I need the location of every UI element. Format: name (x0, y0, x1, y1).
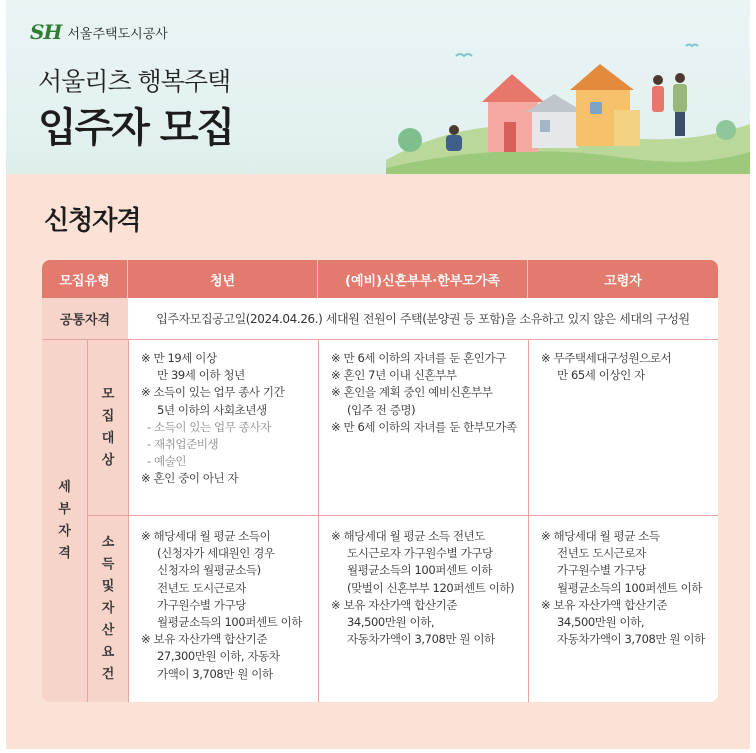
header-type: 모집유형 (42, 260, 128, 298)
text-line: 월평균소득의 100퍼센트 이하 (557, 580, 703, 595)
detail-qualification (42, 340, 718, 702)
income-elderly-cell (528, 516, 718, 702)
sub-title: 서울리츠 행복주택 (38, 67, 231, 96)
text-line: 전년도 도시근로자 (157, 580, 246, 595)
header-elderly: 고령자 (604, 273, 642, 289)
text-line: 신청자의 월평균소득) (157, 563, 261, 578)
text-line: 자동차가액이 3,708만 원 이하 (347, 632, 495, 647)
text-line: ※ 소득이 있는 업무 종사 기간 (141, 385, 285, 400)
main-title: 입주자 모집 (38, 105, 234, 151)
target-youth-cell (128, 340, 318, 516)
person-man-legs (675, 112, 685, 136)
sh-logo-text: 서울주택도시공사 (67, 26, 168, 42)
header-banner (6, 0, 750, 174)
text-line: 34,500만원 이하, (557, 615, 645, 630)
text-line: (입주 전 증명) (347, 402, 416, 417)
text-line: ※ 혼인 7년 이내 신혼부부 (331, 368, 457, 383)
table-header (42, 260, 718, 298)
bird-icon (686, 45, 698, 47)
income-newlywed-cell (318, 516, 528, 702)
text-line: 가구원수별 가구당 (157, 597, 246, 612)
text-line: ※ 해당세대 월 평균 소득 (541, 529, 660, 543)
text-line: 5년 이하의 사회초년생 (157, 402, 267, 417)
pink-house-roof (482, 74, 544, 102)
text-line: ※ 무주택세대구성원으로서 (541, 351, 672, 365)
target-elderly-cell (528, 340, 718, 516)
text-line: 자동차가액이 3,708만 원 이하 (557, 632, 705, 647)
text-line: - 예술인 (147, 454, 187, 469)
person-man-head (675, 73, 685, 83)
sitting-person-head (449, 125, 459, 135)
text-line: ※ 보유 자산가액 합산기준 (541, 597, 668, 612)
detail-qualification-label (42, 340, 88, 702)
text-line: - 소득이 있는 업무 종사자 (147, 419, 271, 434)
section-title (44, 200, 140, 237)
text-line: 월평균소득의 100퍼센트 이하 (347, 563, 493, 578)
poster (6, 0, 750, 749)
text-line: (맞벌이 신혼부부 120퍼센트 이하) (347, 580, 515, 595)
grey-house-body (532, 112, 578, 148)
income-youth-cell (128, 516, 318, 702)
orange-house-side (614, 110, 640, 146)
text-line: ※ 만 19세 이상 (141, 351, 217, 365)
orange-house-window (590, 102, 602, 114)
text-line: - 재취업준비생 (147, 437, 219, 452)
sh-logo (30, 20, 168, 44)
person-woman-head (653, 75, 663, 85)
text-line: 전년도 도시근로자 (557, 546, 646, 561)
grey-house-window (540, 120, 550, 132)
common-qualification-label: 공통자격 (42, 298, 128, 339)
common-qualification-text: 입주자모집공고일(2024.04.26.) 세대원 전원이 주택(분양권 등 포함)을 소유하고 있지 않은 세대의 구성원 (156, 312, 690, 326)
text-line: 도시근로자 가구원수별 가구당 (347, 546, 493, 561)
common-qualification-row (42, 298, 718, 340)
pink-house-door (504, 122, 516, 152)
detail-qualification-text: 세부자격 (58, 480, 71, 561)
sh-logo-mark: SH (30, 20, 62, 44)
header-newlywed: (예비)신혼부부·한부모가족 (318, 260, 528, 298)
text-line: 34,500만원 이하, (347, 615, 435, 630)
section-title-text: 신청자격 (44, 206, 141, 236)
text-line: (신청자가 세대원인 경우 (157, 546, 275, 561)
text-line: 27,300만원 이하, 자동차 (157, 649, 280, 664)
sitting-person-body (446, 135, 462, 151)
text-line: 가구원수별 가구당 (557, 563, 646, 578)
text-line: ※ 혼인을 계획 중인 예비신혼부부 (331, 385, 493, 400)
bird-icon (456, 54, 472, 56)
target-newlywed-cell (318, 340, 528, 516)
eligibility-table (42, 260, 718, 702)
text-line: 월평균소득의 100퍼센트 이하 (157, 615, 303, 630)
text-line: 가액이 3,708만 원 이하 (157, 666, 273, 681)
text-line: ※ 만 6세 이하의 자녀를 둔 한부모가족 (331, 419, 517, 434)
text-line: ※ 만 6세 이하의 자녀를 둔 혼인가구 (331, 351, 506, 365)
header-youth: 청년 (128, 260, 318, 298)
town-illustration (386, 40, 750, 174)
text-line: ※ 보유 자산가액 합산기준 (141, 632, 268, 647)
target-label (88, 340, 128, 516)
tree-left (398, 128, 422, 152)
text-line: ※ 해당세대 월 평균 소득이 (141, 529, 271, 543)
text-line: 만 65세 이상인 자 (557, 368, 645, 383)
person-man-body (673, 84, 687, 112)
text-line: ※ 혼인 중이 아닌 자 (141, 471, 239, 486)
text-line: ※ 보유 자산가액 합산기준 (331, 597, 458, 612)
orange-house-roof (570, 64, 634, 90)
income-asset-label (88, 516, 128, 702)
text-line: ※ 해당세대 월 평균 소득 전년도 (331, 529, 486, 543)
person-woman-body (652, 86, 664, 112)
tree-right (716, 120, 736, 140)
text-line: 만 39세 이하 청년 (157, 368, 245, 383)
target-label-text: 모집대상 (101, 386, 115, 468)
income-asset-label-text: 소득및자산요건 (101, 535, 115, 682)
